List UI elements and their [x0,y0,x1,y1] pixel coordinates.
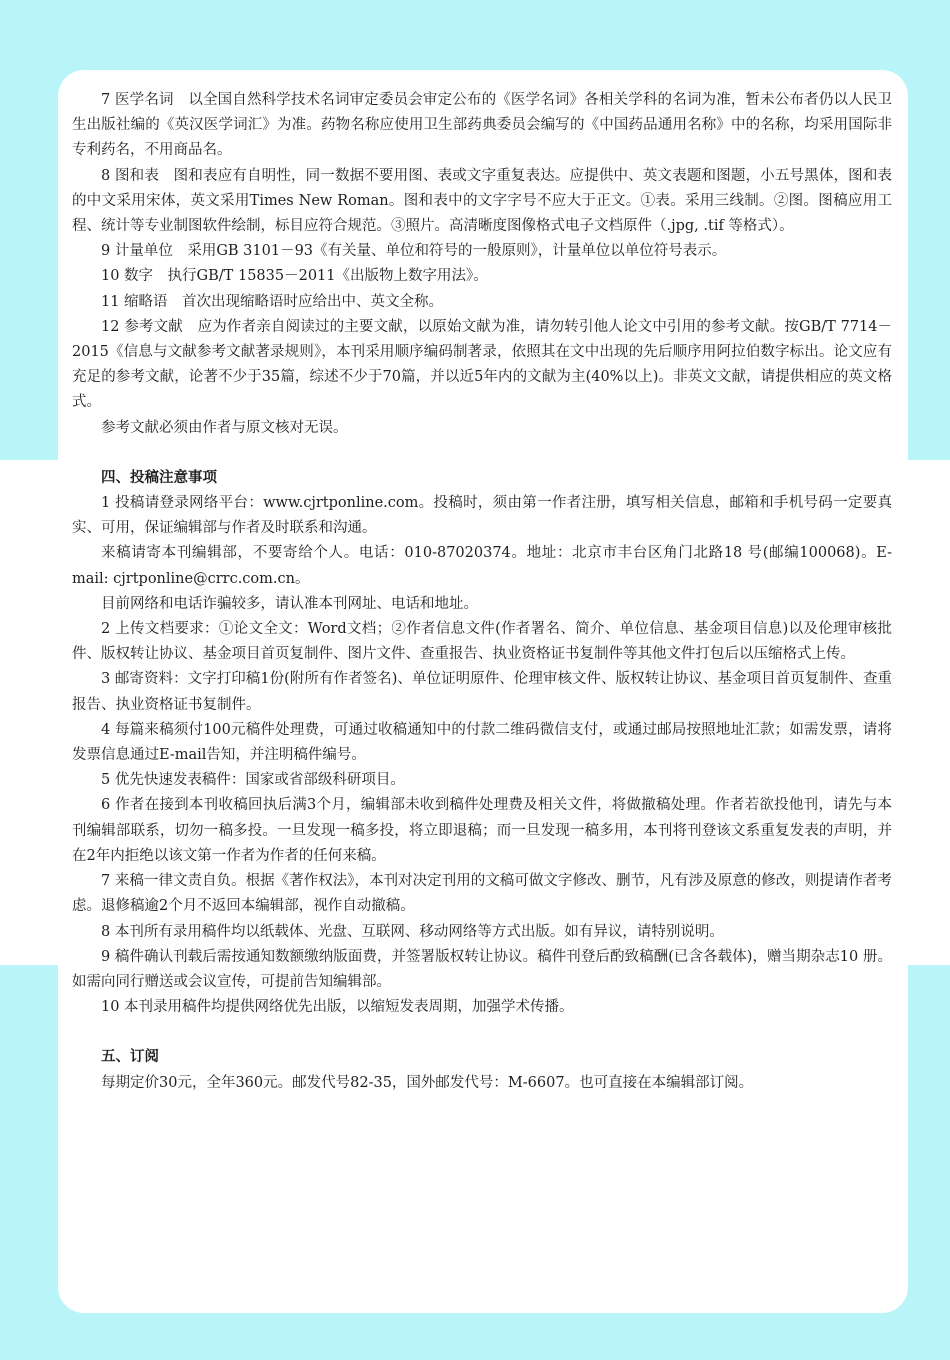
spacer [72,1020,892,1045]
submission-item: 3 邮寄资料：文字打印稿1份(附所有作者签名)、单位证明原件、伦理审核文件、版权转让协议、基金项目首页复制件、查重报告、执业资格证书复制件。 [72,671,892,713]
item-numbers: 10 数字 执行GB/T 15835－2011《出版物上数字用法》。 [101,268,488,285]
document-body [72,88,892,1096]
section-heading-submission: 四、投稿注意事项 [101,469,217,486]
submission-item: 来稿请寄本刊编辑部，不要寄给个人。电话：010-87020374。地址：北京市丰台区角门北路18 号(邮编100068)。E-mail: cjrtponline@crrc.com.cn。 [72,545,892,587]
submission-item: 4 每篇来稿须付100元稿件处理费，可通过收稿通知中的付款二维码微信支付，或通过邮局按照地址汇款；如需发票，请将发票信息通过E-mail告知，并注明稿件编号。 [72,721,892,764]
item-units: 9 计量单位 采用GB 3101－93《有关量、单位和符号的一般原则》，计量单位以单位符号表示。 [101,243,727,260]
submission-item: 9 稿件确认刊载后需按通知数额缴纳版面费，并签署版权转让协议。稿件刊登后酌致稿酬(已含各载体)，赠当期杂志10 册。如需向同行赠送或会议宣传，可提前告知编辑部。 [72,948,892,990]
submission-item: 5 优先快速发表稿件：国家或省部级科研项目。 [101,772,405,789]
submission-item: 2 上传文档要求：①论文全文：Word文档；②作者信息文件(作者署名、简介、单位信息、基金项目信息)以及伦理审核批件、版权转让协议、基金项目首页复制件、图片文件、查重报告、执业资格证书复制件等其他文件打包后以压缩格式上传。 [72,621,892,663]
section-heading-subscription: 五、订阅 [101,1049,159,1066]
spacer [72,441,892,466]
submission-item: 10 本刊录用稿件均提供网络优先出版，以缩短发表周期，加强学术传播。 [101,999,574,1016]
submission-item: 6 作者在接到本刊收稿回执后满3个月，编辑部未收到稿件处理费及相关文件，将做撤稿处理。作者若欲投他刊，请先与本刊编辑部联系，切勿一稿多投。一旦发现一稿多投，将立即退稿；而一旦发现一稿多用，本刊将刊登该文系重复发表的声明，并在2年内拒绝以该文第一作者为作者的任何来稿。 [72,797,892,864]
item-medical-terms: 7 医学名词 以全国自然科学技术名词审定委员会审定公布的《医学名词》各相关学科的名词为准，暂未公布者仍以人民卫生出版社编的《英汉医学词汇》为准。药物名称应使用卫生部药典委员会编写的《中国药品通用名称》中的名称，均采用国际非专利药名，不用商品名。 [72,92,892,159]
item-references: 12 参考文献 应为作者亲自阅读过的主要文献，以原始文献为准，请勿转引他人论文中引用的参考文献。按GB/T 7714－2015《信息与文献参考文献著录规则》，本刊采用顺序编码制著录，依照其在文中出现的先后顺序用阿拉伯数字标出。论文应有充足的参考文献，论著不少于35篇，综述不少于70篇，并以近5年内的文献为主(40%以上)。非英文文献，请提供相应的英文格式。 [72,318,892,411]
item-abbreviations: 11 缩略语 首次出现缩略语时应给出中、英文全称。 [101,293,444,310]
submission-item: 7 来稿一律文责自负。根据《著作权法》，本刊对决定刊用的文稿可做文字修改、删节，凡有涉及原意的修改，则提请作者考虑。退修稿逾2个月不返回本编辑部，视作自动撤稿。 [72,873,892,915]
submission-item: 8 本刊所有录用稿件均以纸载体、光盘、互联网、移动网络等方式出版。如有异议，请特别说明。 [101,923,724,940]
submission-item: 1 投稿请登录网络平台：www.cjrtponline.com。投稿时，须由第一作者注册，填写相关信息，邮箱和手机号码一定要真实、可用，保证编辑部与作者及时联系和沟通。 [72,495,892,537]
references-note: 参考文献必须由作者与原文核对无误。 [101,419,348,436]
subscription-text: 每期定价30元，全年360元。邮发代号82-35，国外邮发代号：M-6607。也可直接在本编辑部订阅。 [101,1074,754,1091]
submission-item: 目前网络和电话诈骗较多，请认准本刊网址、电话和地址。 [101,595,478,612]
item-figures-tables: 8 图和表 图和表应有自明性，同一数据不要用图、表或文字重复表达。应提供中、英文表题和图题，小五号黑体，图和表的中文采用宋体，英文采用Times New Roman。图和表中的文字字号不应大于正文。①表。采用三线制。②图。图稿应用工程、统计等专业制图软件绘制，标目应符合规范。③照片。高清晰度图像格式电子文档原件（.jpg, .tif 等格式）。 [72,167,892,235]
